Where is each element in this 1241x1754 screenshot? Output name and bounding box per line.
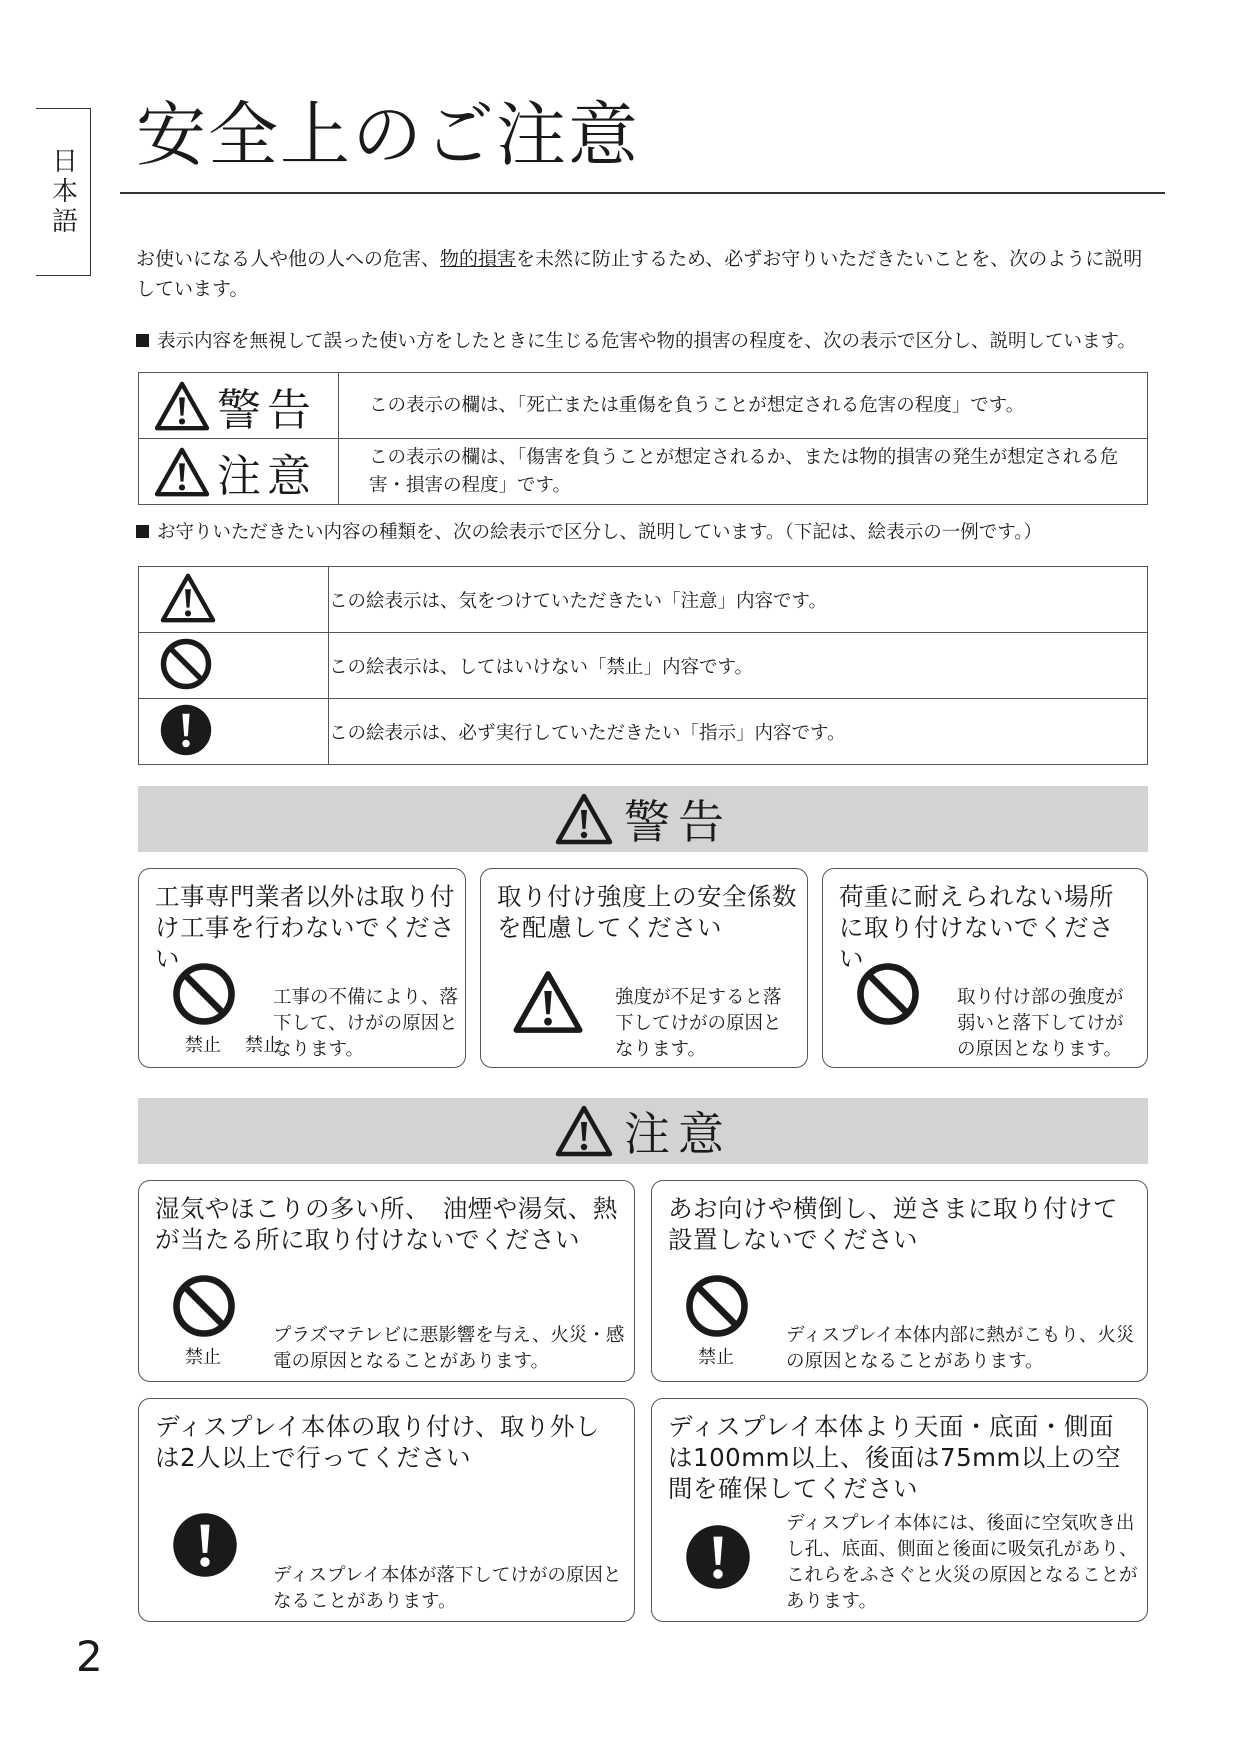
warning-card	[480, 868, 808, 1068]
severity-label-warning: 警告	[217, 384, 317, 436]
bullet-square-icon	[136, 525, 149, 538]
pictogram-table	[138, 566, 1148, 765]
caution-card	[651, 1180, 1148, 1382]
card-body: ディスプレイ本体には、後面に空気吹き出し孔、底面、側面と後面に吸気孔があり、これらをふさぐと火災の原因となることがあります。	[786, 1513, 1138, 1612]
mandatory-icon	[684, 1523, 752, 1591]
prohibition-label: 禁止	[245, 1035, 281, 1056]
prohibition-icon	[171, 1273, 237, 1339]
card-body: 強度が不足すると落下してけがの原因となります。	[615, 987, 782, 1060]
card-title: ディスプレイ本体の取り付け、取り外しは2人以上で行ってください	[155, 1412, 600, 1472]
note-severity-text: 表示内容を無視して誤った使い方をしたときに生じる危害や物的損害の程度を、次の表示で区分し、説明しています。	[157, 331, 1137, 352]
card-title: 工事専門業者以外は取り付け工事を行わないでください	[155, 882, 455, 973]
severity-label-cell	[139, 373, 339, 439]
card-title: 取り付け強度上の安全係数を配慮してください	[497, 882, 797, 942]
intro-text-before: お使いになる人や他の人への危害、	[136, 248, 441, 270]
severity-desc-caution: この表示の欄は、「傷害を負うことが想定されるか、または物的損害の発生が想定される危害・損害の程度」です。	[339, 439, 1148, 505]
pictogram-row	[139, 633, 1148, 699]
card-title: あお向けや横倒し、逆さまに取り付けて設置しないでください	[668, 1194, 1118, 1254]
severity-desc-warning: この表示の欄は、「死亡または重傷を負うことが想定される危害の程度」です。	[339, 373, 1148, 439]
mandatory-icon	[159, 703, 213, 757]
prohibition-label: 禁止	[185, 1347, 221, 1368]
intro-paragraph	[136, 244, 1146, 304]
prohibition-icon	[171, 961, 237, 1027]
intro-text-underlined: 物的損害	[440, 248, 517, 270]
card-body: プラズマテレビに悪影響を与え、火災・感電の原因となることがあります。	[273, 1325, 625, 1372]
caution-section-label: 注意	[624, 1107, 732, 1161]
caution-triangle-icon	[511, 969, 585, 1035]
caution-section-header	[138, 1098, 1148, 1164]
prohibition-label: 禁止	[698, 1347, 734, 1368]
warning-triangle-icon	[153, 380, 211, 432]
card-title: 荷重に耐えられない場所に取り付けないでください	[839, 882, 1114, 973]
language-label: 日本語	[47, 147, 78, 237]
card-title: 湿気やほこりの多い所、 油煙や湯気、熱が当たる所に取り付けないでください	[155, 1194, 618, 1254]
warning-section-label: 警告	[624, 795, 732, 849]
caution-triangle-icon	[153, 446, 211, 498]
page-title: 安全上のご注意	[136, 94, 640, 176]
pictogram-desc: この絵表示は、必ず実行していただきたい「指示」内容です。	[329, 699, 1148, 765]
warning-card	[138, 868, 466, 1068]
pictogram-row	[139, 567, 1148, 633]
card-body: 取り付け部の強度が弱いと落下してけがの原因となります。	[957, 987, 1124, 1060]
pictogram-icon-cell	[139, 699, 329, 765]
caution-card	[651, 1398, 1148, 1622]
prohibition-icon	[855, 961, 921, 1027]
prohibition-icon	[159, 637, 213, 691]
warning-section-header	[138, 786, 1148, 852]
card-body: ディスプレイ本体が落下してけがの原因となることがあります。	[273, 1565, 622, 1612]
severity-label-caution: 注意	[217, 450, 317, 502]
pictogram-icon-cell	[139, 633, 329, 699]
card-body: 工事の不備により、落下して、けがの原因となります。	[273, 987, 459, 1060]
language-tab	[36, 108, 91, 276]
bullet-square-icon	[136, 334, 149, 347]
caution-triangle-icon	[554, 1104, 614, 1158]
severity-row-warning	[139, 373, 1148, 439]
note-pictograms	[136, 520, 1042, 546]
pictogram-desc: この絵表示は、してはいけない「禁止」内容です。	[329, 633, 1148, 699]
note-severity	[136, 329, 1136, 355]
mandatory-icon	[171, 1511, 239, 1579]
pictogram-desc: この絵表示は、気をつけていただきたい「注意」内容です。	[329, 567, 1148, 633]
prohibition-label: 禁止	[185, 1035, 221, 1056]
severity-table	[138, 372, 1148, 505]
note-pictograms-text: お守りいただきたい内容の種類を、次の絵表示で区分し、説明しています。（下記は、絵表示の一例です。）	[157, 522, 1043, 543]
severity-label-cell	[139, 439, 339, 505]
warning-triangle-icon	[554, 792, 614, 846]
severity-row-caution	[139, 439, 1148, 505]
pictogram-row	[139, 699, 1148, 765]
caution-triangle-icon	[159, 571, 217, 625]
caution-card	[138, 1398, 635, 1622]
pictogram-icon-cell	[139, 567, 329, 633]
page-number: 2	[76, 1632, 103, 1681]
caution-card	[138, 1180, 635, 1382]
card-body: ディスプレイ本体内部に熱がこもり、火災の原因となることがあります。	[786, 1325, 1135, 1372]
card-title: ディスプレイ本体より天面・底面・側面は100mm以上、後面は75mm以上の空間を確保してください	[668, 1412, 1121, 1503]
prohibition-icon	[684, 1273, 750, 1339]
intro-text-after: を未然に防止するため、必ずお守りいただきたいことを、次のように説明しています。	[136, 248, 1143, 300]
title-divider	[120, 192, 1165, 194]
warning-card	[822, 868, 1148, 1068]
